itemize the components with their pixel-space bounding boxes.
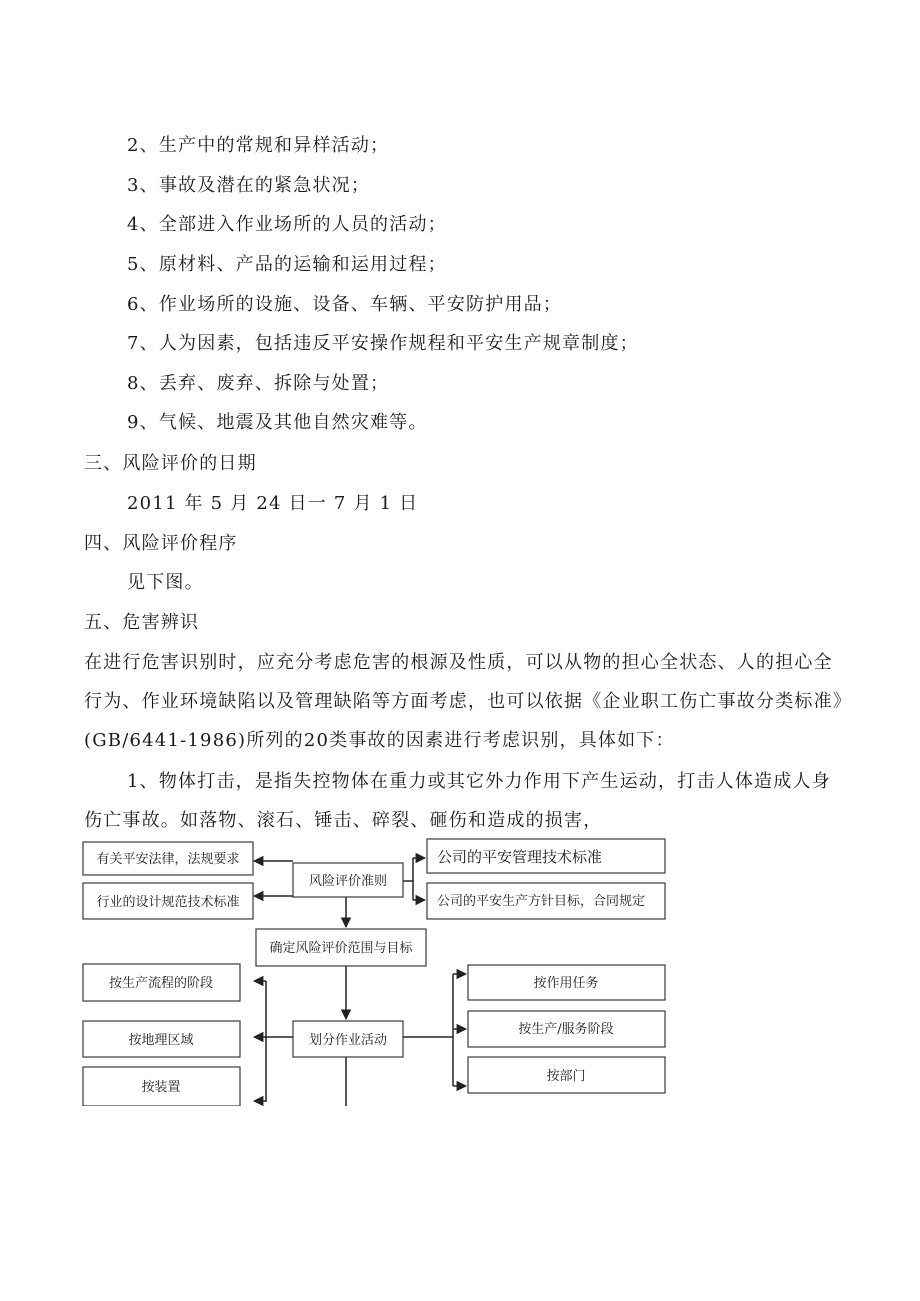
by-task-label: 按作用任务 xyxy=(533,976,599,991)
list-item-9: 9、气候、地震及其他自然灾难等。 xyxy=(127,412,428,433)
section-4-heading: 四、风险评价程序 xyxy=(84,533,238,554)
section-3-heading: 三、风险评价的日期 xyxy=(84,453,257,474)
list-item-2: 2、生产中的常规和异样活动； xyxy=(127,135,390,156)
list-item-3: 3、事故及潜在的紧急状况； xyxy=(127,175,371,196)
evaluation-criteria-box xyxy=(293,863,403,897)
evaluation-criteria-label: 风险评价准则 xyxy=(308,874,388,889)
evaluation-scope-box xyxy=(256,929,426,966)
list-item-6: 6、作业场所的设施、设备、车辆、平安防护用品； xyxy=(127,294,563,315)
by-process-stage-label: 按生产流程的阶段 xyxy=(108,976,214,991)
by-device-box xyxy=(83,1067,240,1106)
see-figure-text: 见下图。 xyxy=(127,572,204,593)
industry-standards-box xyxy=(83,883,253,919)
by-service-stage-box xyxy=(468,1011,665,1047)
by-department-label: 按部门 xyxy=(546,1069,586,1084)
list-item-4: 4、全部进入作业场所的人员的活动； xyxy=(127,214,447,235)
by-region-label: 按地理区域 xyxy=(128,1033,194,1048)
company-standard-label: 公司的平安管理技术标准 xyxy=(437,848,603,866)
evaluation-scope-label: 确定风险评价范围与目标 xyxy=(269,941,413,956)
list-item-8: 8、丢弃、废弃、拆除与处置； xyxy=(127,373,390,394)
by-department-box xyxy=(468,1057,665,1093)
divide-activities-label: 划分作业活动 xyxy=(308,1033,388,1048)
risk-evaluation-flowchart xyxy=(78,834,678,1106)
list-item-5: 5、原材料、产品的运输和运用过程； xyxy=(127,254,447,275)
industry-standards-label: 行业的设计规范技术标准 xyxy=(96,895,240,910)
company-standard-box xyxy=(427,839,665,873)
list-item-7: 7、人为因素，包括违反平安操作规程和平安生产规章制度； xyxy=(127,333,639,354)
hazard-identification-paragraph: 在进行危害识别时，应充分考虑危害的根源及性质，可以从物的担心全状态、人的担心全行为、作业环境缺陷以及管理缺陷等方面考虑，也可以依据《企业职工伤亡事故分类标准》(GB/6441-1986)所列的20类事故的因素进行考虑识别，具体如下： xyxy=(84,652,843,751)
section-5-heading: 五、危害辨识 xyxy=(84,612,200,633)
company-goal-label: 公司的平安生产方针目标，合同规定 xyxy=(437,894,646,909)
company-goal-box xyxy=(427,883,665,919)
laws-regulations-label: 有关平安法律，法规要求 xyxy=(96,852,240,867)
by-process-stage-box xyxy=(83,964,240,1001)
divide-activities-box xyxy=(293,1021,403,1057)
by-device-label: 按装置 xyxy=(141,1080,181,1095)
evaluation-date: 2011 年 5 月 24 日一 7 月 1 日 xyxy=(127,493,419,514)
by-region-box xyxy=(83,1021,240,1057)
hazard-item-1: 1、物体打击，是指失控物体在重力或其它外力作用下产生运动，打击人体造成人身伤亡事故。如落物、滚石、锤击、碎裂、砸伤和造成的损害， xyxy=(84,771,831,831)
by-task-box xyxy=(468,965,665,1000)
by-service-stage-label: 按生产/服务阶段 xyxy=(518,1022,614,1037)
laws-regulations-box xyxy=(83,842,253,875)
